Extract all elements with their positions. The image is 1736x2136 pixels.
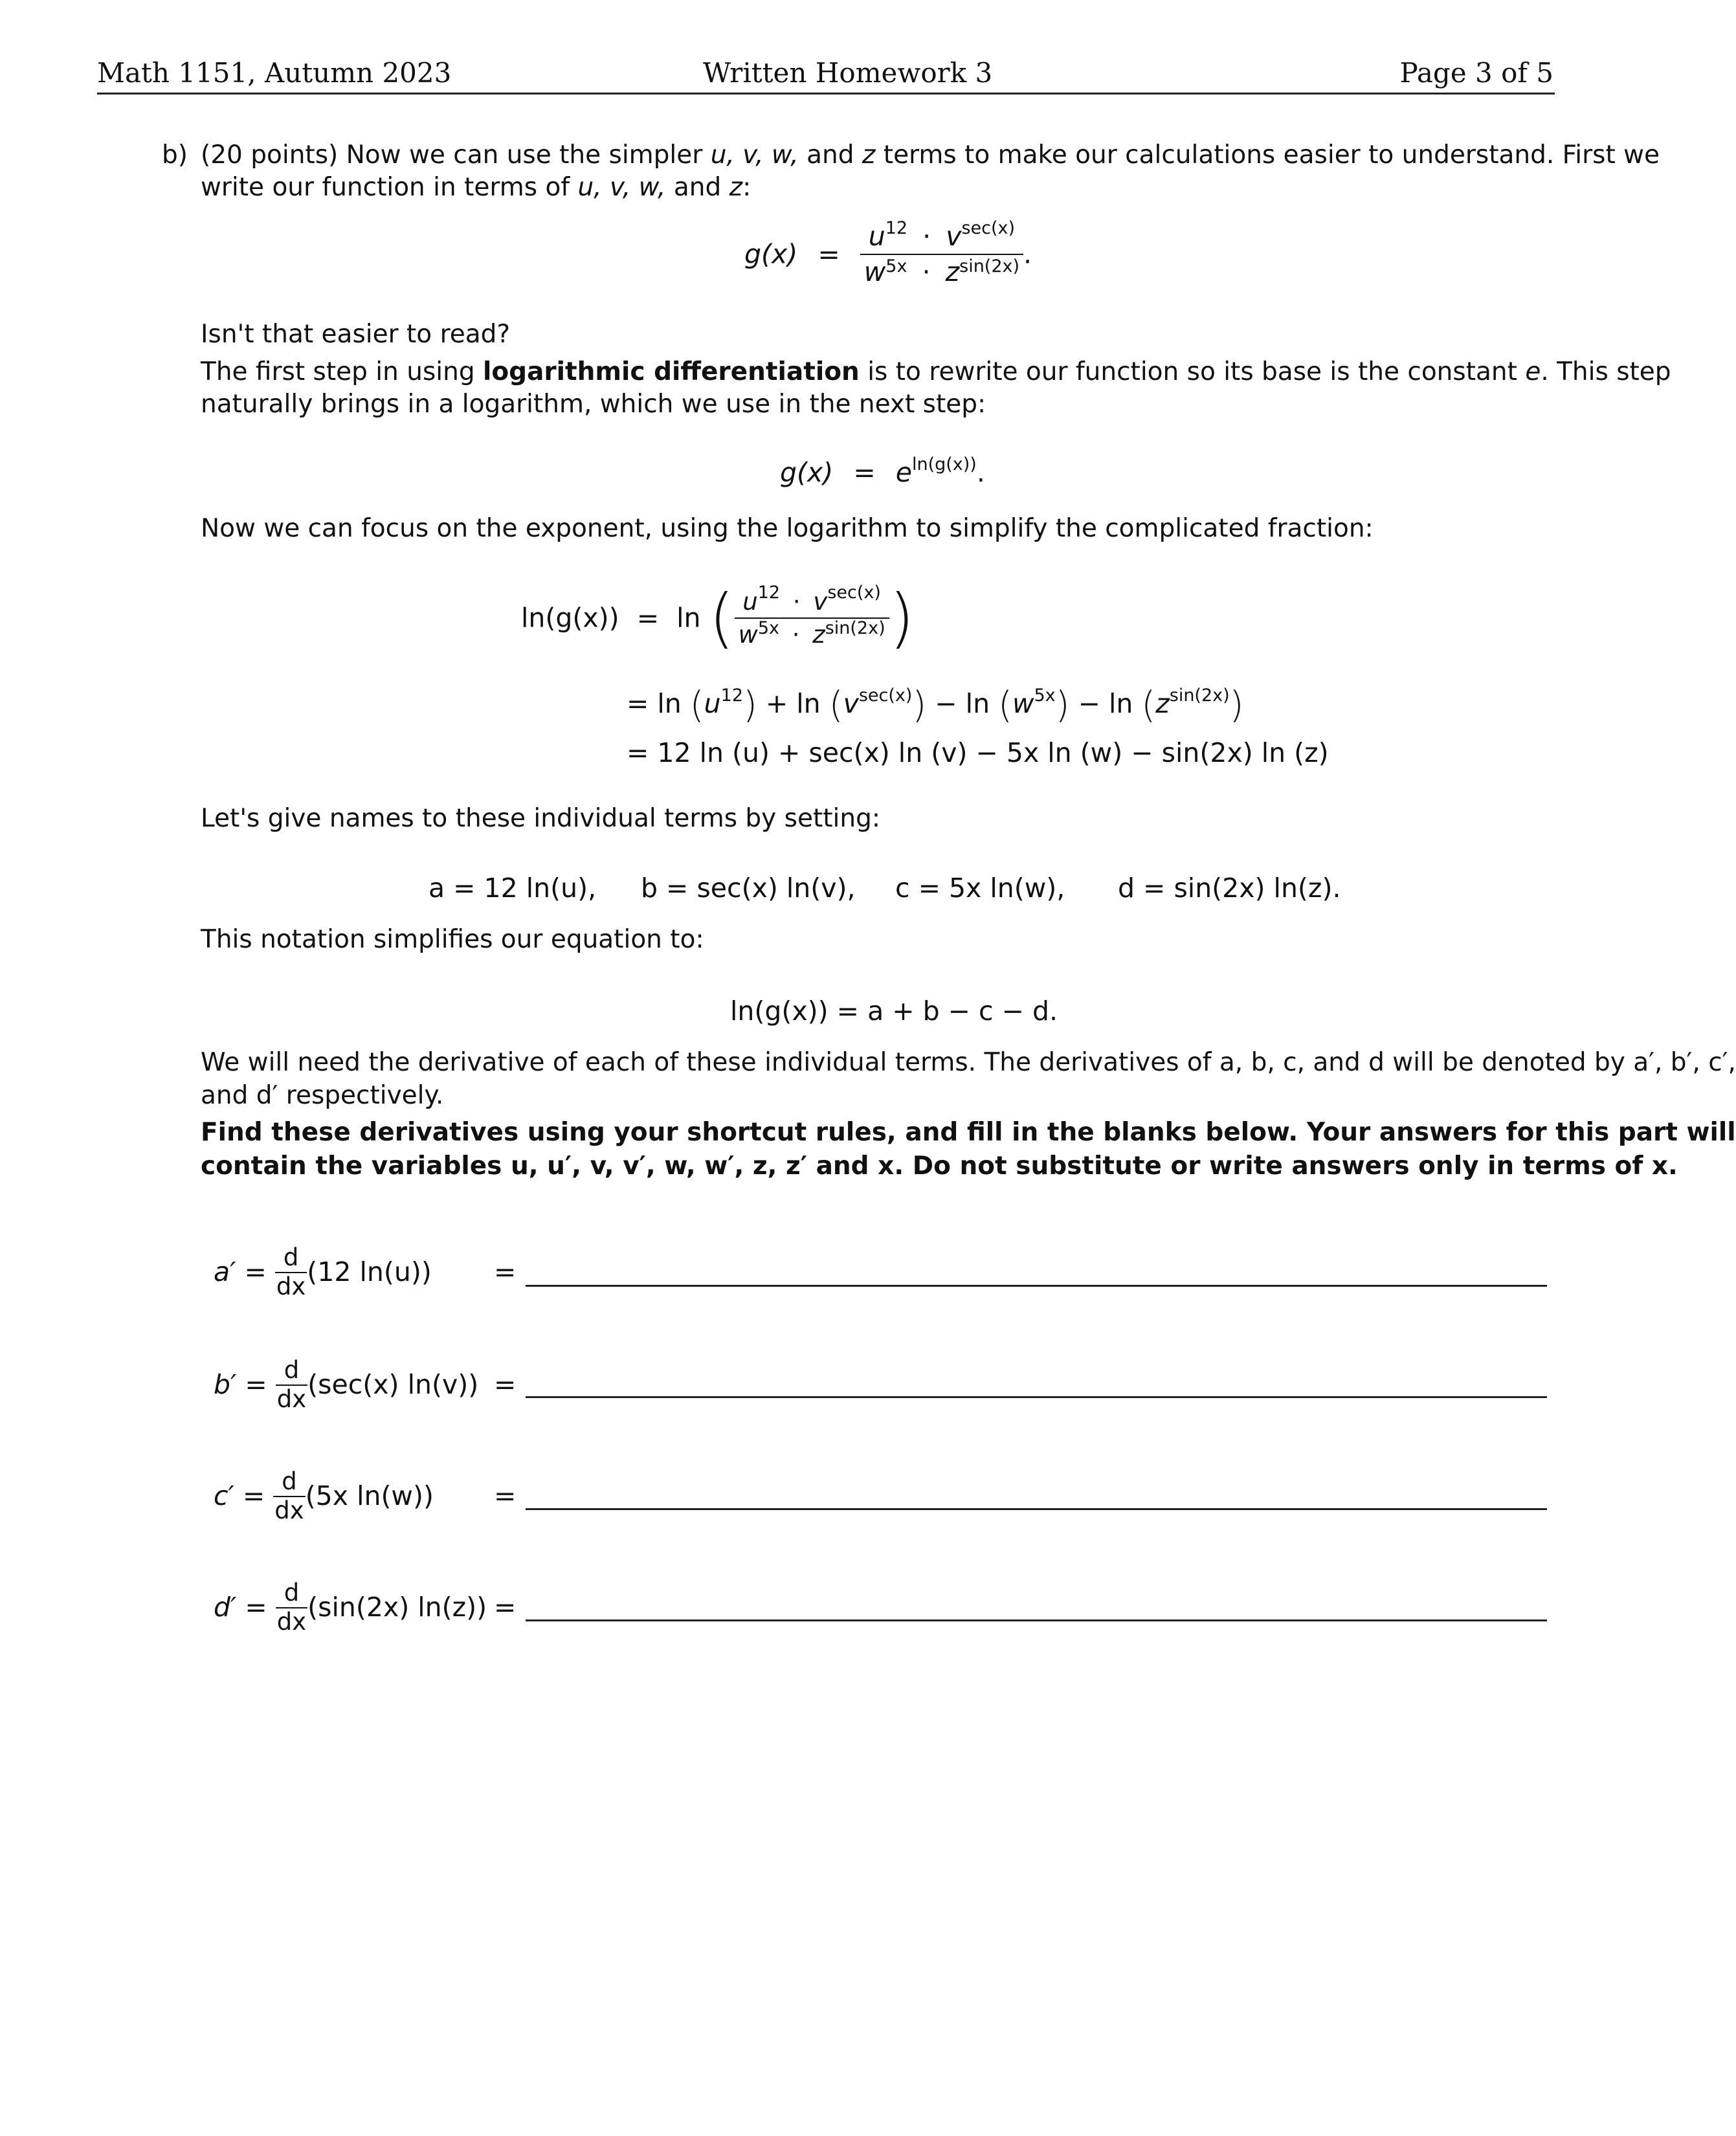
dot-3: · — [792, 621, 800, 649]
blank-row-a — [214, 1244, 432, 1300]
exp-5x: 5x — [885, 256, 907, 276]
eq-3: = — [636, 602, 660, 634]
var-w: w — [863, 256, 886, 287]
header-page-number: Page 3 of 5 — [1399, 57, 1553, 89]
lhs-d: d′ = — [214, 1592, 267, 1623]
e-base: e — [895, 457, 912, 488]
part-label: b) — [162, 140, 188, 170]
derivatives-line-2: and d′ respectively. — [201, 1081, 444, 1110]
left-paren: ( — [709, 580, 735, 656]
eq-d: = — [494, 1592, 517, 1623]
ln-fraction — [735, 583, 889, 649]
blank-row-c — [214, 1468, 434, 1524]
l2-exp-12: 12 — [720, 685, 744, 706]
step-1-end: . This step — [1541, 357, 1671, 386]
simplifies-text: This notation simplifies our equation to: — [201, 925, 704, 954]
lhs-b: b′ = — [214, 1369, 267, 1401]
blank-row-b — [214, 1357, 478, 1413]
intro-2-z: z — [729, 173, 743, 202]
var-v-2: v — [813, 588, 828, 616]
eq-c: = — [494, 1480, 517, 1511]
var-w-2: w — [738, 621, 758, 649]
header-course: Math 1151, Autumn 2023 — [97, 57, 452, 89]
eq-2: = — [853, 457, 876, 488]
exp-5x-2: 5x — [757, 618, 779, 638]
intro-2-pre: write our function in terms of — [201, 173, 578, 202]
ln-line-2: = $\ln (u^{12}) + \ln (v^{sec(x)}) - \ln (w^{5x}) - \ln (z^{sin(2x)})$ — [627, 684, 1244, 726]
l2-a: = ln — [627, 688, 690, 719]
dot: · — [922, 221, 931, 252]
def-a: a = 12 ln(u), — [428, 873, 597, 904]
ln-op: ln — [676, 602, 701, 634]
expr-b: (sec(x) ln(v)) — [307, 1369, 479, 1401]
l2-d: − ln — [1069, 688, 1142, 719]
l2-b: + ln — [757, 688, 829, 719]
answer-blank-d[interactable] — [526, 1619, 1547, 1621]
intro-line-1 — [201, 140, 1660, 170]
intro-2-and: and — [665, 173, 729, 202]
l2-exp-5x: 5x — [1034, 685, 1056, 706]
step-1-pre: The first step in using — [201, 357, 483, 386]
intro-2-vars: u, v, w, — [577, 173, 666, 202]
l2-c: − ln — [926, 688, 999, 719]
ln-g-lhs: ln(g(x)) — [521, 602, 619, 634]
easier-text: Isn't that easier to read? — [201, 320, 511, 349]
instructions-line-1: Find these derivatives using your shortcut rules, and fill in the blanks below. Your answers for this part will — [201, 1118, 1736, 1147]
var-u: u — [868, 221, 885, 252]
exp-sin2x-2: sin(2x) — [825, 618, 885, 638]
instructions-line-2: contain the variables u, u′, v, v′, w, w′, z, z′ and x. Do not substitute or write answers only in terms of x. — [201, 1151, 1678, 1181]
var-z: z — [945, 256, 960, 287]
g-lhs: g(x) — [744, 238, 798, 270]
intro-2-post: : — [742, 173, 751, 202]
simplified-equation: ln(g(x)) = a + b − c − d. — [730, 996, 1058, 1027]
d-num-c: d — [273, 1468, 305, 1497]
eq-b: = — [494, 1369, 517, 1400]
intro-1-vars: u, v, w, — [710, 140, 799, 170]
exp-equation — [780, 454, 985, 488]
dx-den-c: dx — [274, 1496, 304, 1524]
log-diff-term: logarithmic differentiation — [483, 357, 860, 386]
g-lhs-2: g(x) — [780, 457, 834, 488]
def-b: b = sec(x) ln(v), — [641, 873, 856, 904]
g-period: . — [1023, 238, 1032, 270]
ddx-b — [276, 1357, 307, 1413]
var-u-2: u — [742, 588, 758, 616]
intro-1-and: and — [798, 140, 862, 170]
exp-12: 12 — [885, 218, 908, 238]
g-eq: = — [818, 238, 840, 270]
header-title: Written Homework 3 — [703, 57, 993, 89]
exp-12-2: 12 — [757, 583, 781, 603]
g-fraction — [860, 218, 1023, 287]
d-num-b: d — [276, 1357, 307, 1386]
dot: · — [922, 256, 931, 287]
focus-text: Now we can focus on the exponent, using the logarithm to simplify the complicated fraction: — [201, 514, 1374, 543]
dx-den-a: dx — [276, 1272, 306, 1300]
blank-row-d — [214, 1579, 487, 1636]
period-2: . — [976, 457, 985, 488]
def-c: c = 5x ln(w), — [895, 873, 1065, 904]
exp-secx-2: sec(x) — [827, 583, 881, 603]
d-num-d: d — [276, 1579, 307, 1608]
var-z-2: z — [812, 621, 825, 649]
intro-1-post: terms to make our calculations easier to understand. First we — [875, 140, 1660, 170]
lhs-a: a′ = — [214, 1256, 267, 1288]
intro-1-pre: (20 points) Now we can use the simpler — [201, 140, 711, 170]
step-1-post: is to rewrite our function so its base is the constant — [859, 357, 1526, 386]
l2-exp-sin2x: sin(2x) — [1169, 685, 1230, 706]
ln-line-3: = 12 ln (u) + sec(x) ln (v) − 5x ln (w) − sin(2x) ln (z) — [627, 737, 1329, 768]
dx-den-d: dx — [276, 1607, 307, 1636]
expr-a: (12 ln(u)) — [307, 1256, 432, 1288]
derivatives-line-1: We will need the derivative of each of these individual terms. The derivatives of a, b, c, and d will be denoted by a′, b′, c′, — [201, 1048, 1736, 1077]
ln-denominator — [735, 619, 889, 647]
var-v: v — [946, 221, 962, 252]
e-exponent: ln(g(x)) — [911, 454, 977, 474]
ddx-d — [276, 1579, 307, 1636]
step-line-1 — [201, 359, 1671, 384]
g-denominator — [860, 255, 1023, 285]
exp-sin2x: sin(2x) — [959, 256, 1020, 276]
l2-exp-secx: sec(x) — [858, 685, 913, 706]
intro-line-2 — [201, 175, 751, 200]
exp-secx: sec(x) — [961, 218, 1016, 238]
answer-blank-a[interactable] — [526, 1285, 1547, 1287]
answer-blank-b[interactable] — [526, 1396, 1547, 1398]
eq-a: = — [494, 1256, 517, 1287]
ln-line-1 — [521, 580, 915, 656]
step-line-2: naturally brings in a logarithm, which we use in the next step: — [201, 390, 986, 419]
answer-blank-c[interactable] — [526, 1508, 1547, 1510]
def-d: d = sin(2x) ln(z). — [1118, 873, 1341, 904]
ln-numerator — [735, 583, 889, 619]
constant-e: e — [1525, 357, 1541, 386]
names-intro: Let's give names to these individual terms by setting: — [201, 804, 880, 833]
ddx-a — [275, 1244, 307, 1300]
g-numerator — [860, 218, 1023, 255]
right-paren: ) — [889, 580, 915, 656]
lhs-c: c′ = — [214, 1480, 265, 1512]
g-definition — [744, 218, 1032, 287]
intro-1-z: z — [862, 140, 876, 170]
d-num-a: d — [275, 1244, 307, 1273]
dot-2: · — [792, 588, 801, 616]
header-rule — [97, 93, 1555, 95]
expr-c: (5x ln(w)) — [305, 1480, 434, 1512]
dx-den-b: dx — [276, 1385, 307, 1413]
ddx-c — [273, 1468, 305, 1524]
expr-d: (sin(2x) ln(z)) — [307, 1592, 487, 1623]
